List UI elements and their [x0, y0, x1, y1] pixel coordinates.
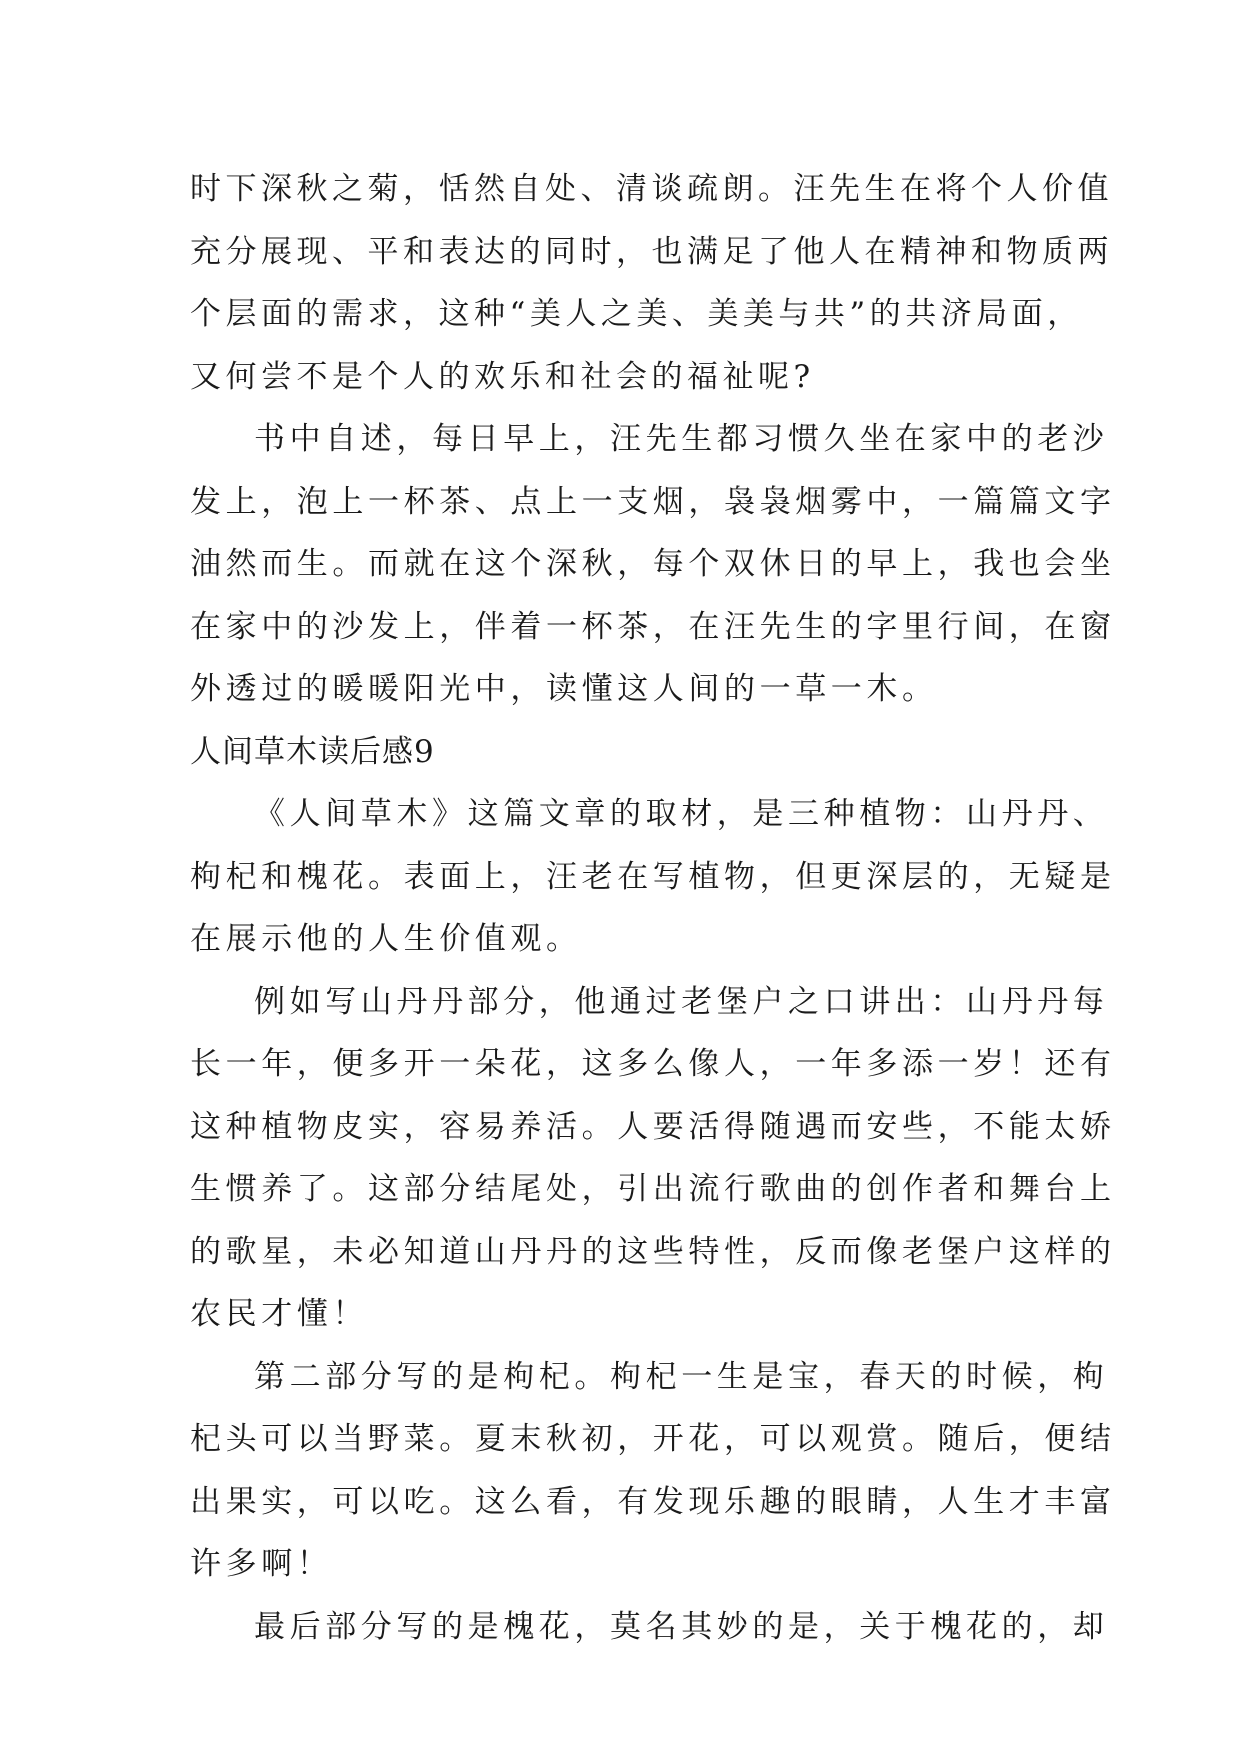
document-body: [190, 158, 1116, 1658]
text-line: 枸杞和槐花。表面上，汪老在写植物，但更深层的，无疑是: [190, 858, 1116, 895]
text-line: 长一年，便多开一朵花，这多么像人，一年多添一岁！还有: [190, 1046, 1116, 1082]
text-line: 发上，泡上一杯茶、点上一支烟，袅袅烟雾中，一篇篇文字: [190, 483, 1116, 520]
text-line: 许多啊！: [190, 1546, 333, 1582]
text-line: 外透过的暖暖阳光中，读懂这人间的一草一木。: [190, 671, 938, 707]
text-line: 在家中的沙发上，伴着一杯茶，在汪先生的字里行间，在窗: [190, 608, 1116, 645]
text-line: 这种植物皮实，容易养活。人要活得随遇而安些，不能太娇: [190, 1108, 1116, 1145]
text-line: 例如写山丹丹部分，他通过老堡户之口讲出：山丹丹每: [254, 983, 1109, 1020]
text-line: 生惯养了。这部分结尾处，引出流行歌曲的创作者和舞台上: [190, 1171, 1116, 1207]
paragraph: [190, 971, 1116, 1346]
text-line: 农民才懂！: [190, 1296, 368, 1332]
paragraph: [190, 1346, 1116, 1596]
text-line: 出果实，可以吃。这么看，有发现乐趣的眼睛，人生才丰富: [190, 1483, 1116, 1520]
paragraph: [190, 158, 1113, 408]
text-line: 在展示他的人生价值观。: [190, 921, 582, 957]
paragraph: [190, 408, 1116, 721]
text-line: 最后部分写的是槐花，莫名其妙的是，关于槐花的，却: [254, 1608, 1109, 1645]
paragraph: [190, 783, 1116, 971]
text-line: 又何尝不是个人的欢乐和社会的福祉呢?: [190, 358, 815, 395]
text-line: 《人间草木》这篇文章的取材，是三种植物：山丹丹、: [254, 796, 1109, 832]
text-line: 时下深秋之菊，恬然自处、清谈疏朗。汪先生在将个人价值: [190, 171, 1113, 207]
text-line: 充分展现、平和表达的同时，也满足了他人在精神和物质两: [190, 233, 1113, 270]
text-line: 书中自述，每日早上，汪先生都习惯久坐在家中的老沙: [254, 421, 1109, 457]
text-line: 第二部分写的是枸杞。枸杞一生是宝，春天的时候，枸: [254, 1358, 1109, 1395]
text-line: 的歌星，未必知道山丹丹的这些特性，反而像老堡户这样的: [190, 1233, 1116, 1270]
text-line: 油然而生。而就在这个深秋，每个双休日的早上，我也会坐: [190, 546, 1116, 582]
paragraph: [190, 1596, 1109, 1659]
section-title: 人间草木读后感9: [190, 733, 435, 770]
text-line: 杞头可以当野菜。夏末秋初，开花，可以观赏。随后，便结: [190, 1421, 1116, 1457]
text-line: 个层面的需求，这种“美人之美、美美与共”的共济局面，: [190, 296, 1083, 332]
